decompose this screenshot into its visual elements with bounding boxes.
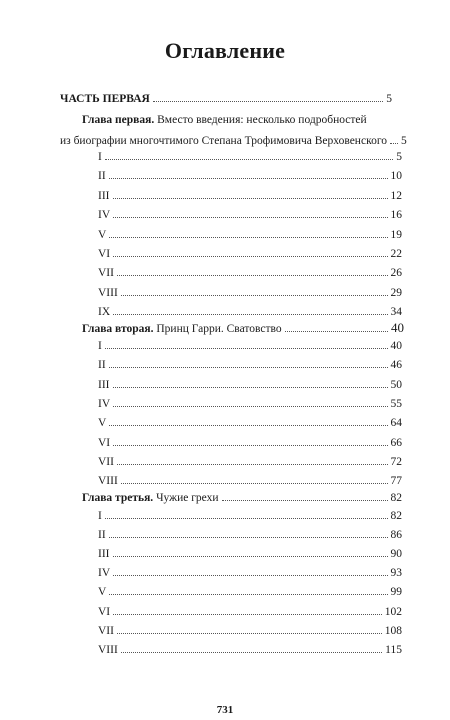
toc-section-entry	[98, 416, 402, 430]
dot-leader	[113, 575, 387, 576]
toc-section-entry	[98, 643, 402, 657]
dot-leader	[390, 143, 398, 144]
section-label: VII	[98, 624, 114, 637]
page-ref: 64	[390, 417, 402, 430]
page-ref: 93	[390, 567, 402, 580]
page-ref: 77	[390, 475, 402, 488]
dot-leader	[285, 331, 388, 332]
toc-section-entry	[98, 150, 402, 164]
toc-section-entry	[98, 528, 402, 542]
toc-section-entry	[98, 228, 402, 242]
part-label: ЧАСТЬ ПЕРВАЯ	[60, 93, 150, 105]
dot-leader	[113, 217, 387, 218]
chapter-subtitle: Вместо введения: несколько подробностей	[157, 114, 367, 126]
dot-leader	[222, 500, 388, 501]
page-ref: 90	[390, 548, 402, 561]
chapter-label: Глава первая.	[82, 114, 155, 126]
dot-leader	[113, 556, 388, 557]
section-label: III	[98, 378, 110, 391]
dot-leader	[117, 275, 388, 276]
toc-part-entry	[60, 92, 392, 106]
page-ref: 5	[396, 151, 402, 163]
dot-leader	[121, 295, 388, 296]
dot-leader	[105, 348, 388, 349]
section-label: II	[98, 529, 106, 542]
page-ref: 5	[401, 135, 407, 147]
toc-section-entry	[98, 474, 402, 488]
section-label: V	[98, 586, 107, 599]
dot-leader	[121, 483, 388, 484]
dot-leader	[113, 387, 388, 388]
page-number: 731	[216, 704, 234, 716]
page-ref: 82	[390, 492, 402, 504]
toc-section-entry	[98, 247, 402, 261]
page-ref: 55	[390, 397, 402, 410]
toc-section-entry	[98, 208, 402, 222]
section-label: VII	[98, 267, 114, 280]
toc-section-entry	[98, 509, 402, 523]
section-label: V	[98, 228, 107, 241]
dot-leader	[153, 101, 383, 102]
toc-section-entry	[98, 455, 402, 469]
section-label: I	[98, 340, 102, 352]
dot-leader	[105, 159, 393, 160]
section-label: VI	[98, 436, 111, 449]
page-ref: 22	[390, 248, 402, 260]
toc-section-entry	[98, 566, 402, 580]
section-label: I	[98, 151, 102, 163]
section-label: VI	[98, 248, 111, 260]
page-ref: 99	[390, 586, 402, 599]
page-ref: 40	[391, 320, 404, 335]
dot-leader	[117, 464, 388, 465]
page-ref: 34	[390, 306, 402, 319]
section-label: IX	[98, 306, 111, 319]
section-label: II	[98, 359, 106, 372]
section-label: I	[98, 510, 102, 522]
page-ref: 86	[390, 529, 402, 542]
section-label: VIII	[98, 475, 118, 488]
toc-section-entry	[98, 585, 402, 599]
page-ref: 16	[390, 209, 402, 222]
toc-section-entry	[98, 305, 402, 319]
toc-section-entry	[98, 397, 402, 411]
toc-section-entry	[98, 547, 402, 561]
dot-leader	[109, 425, 387, 426]
dot-leader	[109, 178, 388, 179]
section-label: V	[98, 417, 107, 430]
page-ref: 40	[390, 340, 402, 352]
page-ref: 12	[390, 189, 402, 202]
dot-leader	[113, 614, 382, 615]
dot-leader	[113, 406, 387, 407]
dot-leader	[109, 594, 387, 595]
toc-section-entry	[98, 436, 402, 450]
toc-section-entry	[98, 358, 402, 372]
dot-leader	[109, 237, 387, 238]
section-label: IV	[98, 567, 111, 580]
page-ref: 82	[390, 510, 402, 522]
section-label: VI	[98, 605, 111, 618]
toc-section-entry	[98, 189, 402, 203]
page-ref: 29	[390, 286, 402, 299]
dot-leader	[113, 256, 387, 257]
dot-leader	[113, 445, 387, 446]
toc-section-entry	[98, 169, 402, 183]
toc-section-entry	[98, 605, 402, 619]
toc-section-entry	[98, 339, 402, 353]
section-label: VIII	[98, 643, 118, 656]
section-label: VIII	[98, 286, 118, 299]
dot-leader	[121, 652, 382, 653]
chapter-subtitle: Принц Гарри. Сватовство	[156, 323, 282, 335]
page-ref: 72	[390, 455, 402, 468]
section-label: III	[98, 548, 110, 561]
dot-leader	[117, 633, 382, 634]
section-label: II	[98, 170, 106, 183]
page-ref: 26	[390, 267, 402, 280]
page-ref: 115	[385, 643, 402, 656]
page-ref: 102	[384, 605, 402, 618]
page-ref: 66	[390, 436, 402, 449]
toc-section-entry	[98, 624, 402, 638]
page-ref: 5	[386, 93, 392, 105]
chapter-subtitle: Чужие грехи	[156, 492, 219, 504]
chapter-label: Глава третья.	[82, 492, 154, 504]
toc-chapter-entry	[82, 491, 402, 505]
toc-chapter-entry	[60, 134, 407, 148]
section-label: III	[98, 189, 110, 202]
page-ref: 108	[384, 624, 402, 637]
dot-leader	[109, 537, 388, 538]
toc-chapter-entry	[82, 321, 404, 336]
toc-chapter-heading	[82, 113, 367, 127]
chapter-label: Глава вторая.	[82, 323, 154, 335]
page-ref: 19	[390, 228, 402, 241]
dot-leader	[113, 198, 388, 199]
toc-section-entry	[98, 378, 402, 392]
dot-leader	[113, 314, 387, 315]
page-ref: 50	[390, 378, 402, 391]
page-ref: 46	[390, 359, 402, 372]
toc-section-entry	[98, 266, 402, 280]
page-ref: 10	[390, 170, 402, 183]
dot-leader	[109, 367, 388, 368]
section-label: IV	[98, 397, 111, 410]
section-label: VII	[98, 455, 114, 468]
section-label: IV	[98, 209, 111, 222]
toc-section-entry	[98, 286, 402, 300]
chapter-subtitle: из биографии многочтимого Степана Трофимовича Верховенского	[60, 135, 387, 147]
page-title: Оглавление	[164, 38, 286, 63]
dot-leader	[105, 518, 388, 519]
